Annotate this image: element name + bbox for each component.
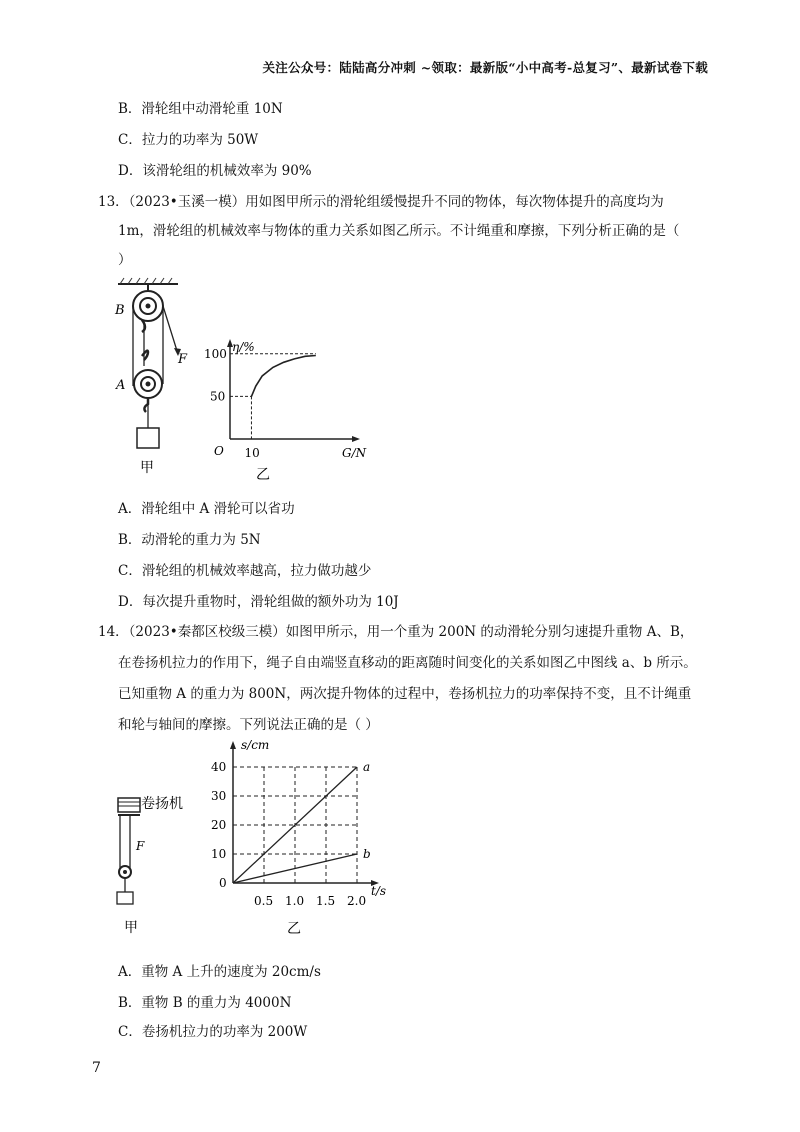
ytick-10: 10 [211,847,227,861]
caption-jia: 甲 [140,460,154,476]
q14-stem-line-2: 在卷扬机拉力的作用下，绳子自由端竖直移动的距离随时间变化的关系如图乙中图线 a、b 所示。 [118,655,697,671]
q13-option-b: B．动滑轮的重力为 5N [118,532,261,548]
caption-yi: 乙 [287,921,301,937]
label-f: F [136,839,145,853]
series-label-a: a [363,760,371,774]
x-axis-label: t/s [371,884,387,898]
q12-option-b: B．滑轮组中动滑轮重 10N [118,101,283,117]
q12-option-c: C．拉力的功率为 50W [118,132,259,148]
xtick-3: 2.0 [347,894,367,908]
label-f: F [178,352,188,367]
q14-option-a: A．重物 A 上升的速度为 20cm/s [118,964,321,980]
q13-stem-line-1: 13．（2023•玉溪一模）用如图甲所示的滑轮组缓慢提升不同的物体，每次物体提升的高度均为 [98,194,664,210]
q13-option-d: D．每次提升重物时，滑轮组做的额外功为 10J [118,594,399,610]
efficiency-curve [251,355,315,396]
label-b: B [115,303,125,318]
xtick-10: 10 [244,446,260,460]
y-axis-arrow [230,741,236,749]
label-a: A [116,378,126,393]
q14-stem-line-4: 和轮与轴间的摩擦。下列说法正确的是（ ） [118,717,379,733]
q13-option-a: A．滑轮组中 A 滑轮可以省功 [118,501,295,517]
caption-yi: 乙 [256,467,270,483]
xtick-2: 1.5 [316,894,336,908]
x-axis-arrow [352,436,360,442]
q14-stem-line-1: 14．（2023•秦都区校级三模）如图甲所示，用一个重为 200N 的动滑轮分别匀速提升重物 A、B， [98,624,694,640]
page-header: 关注公众号：陆陆高分冲刺 ~领取：最新版“小中高考-总复习”、最新试卷下载 [262,60,708,75]
q13-pulley-figure [108,276,198,476]
origin-label: O [214,444,224,458]
y-axis-label: s/cm [241,738,270,752]
caption-jia: 甲 [124,920,138,936]
x-axis-label: G/N [342,446,367,460]
q13-option-c: C．滑轮组的机械效率越高，拉力做功越少 [118,563,372,579]
ytick-100: 100 [204,346,227,361]
q14-option-b: B．重物 B 的重力为 4000N [118,995,292,1011]
xtick-0: 0.5 [254,894,274,908]
q13-stem-line-2: 1m，滑轮组的机械效率与物体的重力关系如图乙所示。不计绳重和摩擦，下列分析正确的是（ [118,223,680,239]
q12-option-d: D．该滑轮组的机械效率为 90% [118,163,312,179]
efficiency-chart [200,335,367,483]
q14-option-c: C．卷扬机拉力的功率为 200W [118,1024,308,1040]
page-number: 7 [92,1060,101,1076]
ytick-40: 40 [211,760,227,774]
series-label-b: b [363,847,371,861]
distance-time-chart [205,735,405,940]
ytick-50: 50 [210,389,226,404]
ytick-30: 30 [211,789,227,803]
q14-winch-figure [108,790,198,940]
ytick-20: 20 [211,818,227,832]
winch-label: 卷扬机 [141,796,183,812]
q13-stem-line-3: ） [118,252,132,268]
y-axis-label: η/% [232,340,255,354]
xtick-1: 1.0 [285,894,305,908]
origin-label: 0 [219,876,227,890]
q14-stem-line-3: 已知重物 A 的重力为 800N，两次提升物体的过程中，卷扬机拉力的功率保持不变，且不计绳重 [118,686,692,702]
